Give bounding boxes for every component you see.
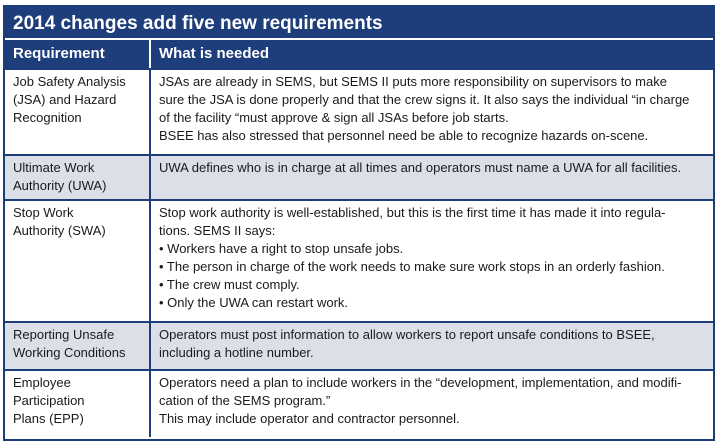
needed-line: UWA defines who is in charge at all times and operators must name a UWA for all facilities. (159, 160, 682, 175)
requirement-cell (5, 156, 151, 199)
needed-line: sure the JSA is done properly and that the crew signs it. It also says the individual “in charge (159, 92, 690, 107)
table-row (5, 369, 713, 437)
requirement-line: Stop Work (13, 205, 74, 220)
requirement-cell (5, 201, 151, 321)
table-row (5, 199, 713, 321)
table-row (5, 321, 713, 369)
needed-line: • The crew must comply. (159, 277, 300, 292)
requirement-line: Ultimate Work (13, 160, 95, 175)
column-header-what-is-needed: What is needed (159, 45, 270, 62)
needed-line: cation of the SEMS program.” (159, 393, 331, 408)
needed-line: This may include operator and contractor personnel. (159, 411, 460, 426)
requirement-line: Recognition (13, 110, 82, 125)
needed-cell (151, 156, 713, 199)
needed-line: including a hotline number. (159, 345, 314, 360)
needed-line: JSAs are already in SEMS, but SEMS II puts more responsibility on supervisors to make (159, 74, 667, 89)
needed-line: • The person in charge of the work needs to make sure work stops in an orderly fashion. (159, 259, 665, 274)
requirement-line: Participation (13, 393, 85, 408)
table-header (5, 40, 713, 68)
needed-cell (151, 201, 713, 321)
requirements-table (3, 5, 715, 441)
requirement-line: Working Conditions (13, 345, 126, 360)
needed-line: • Only the UWA can restart work. (159, 295, 349, 310)
requirement-cell (5, 323, 151, 369)
needed-line: • Workers have a right to stop unsafe jobs. (159, 241, 404, 256)
needed-line: BSEE has also stressed that personnel need be able to recognize hazards on-scene. (159, 128, 649, 143)
column-header-requirement: Requirement (5, 40, 151, 68)
table-title: 2014 changes add five new requirements (5, 7, 713, 40)
needed-line: Operators need a plan to include workers in the “development, implementation, and modifi- (159, 375, 682, 390)
requirement-line: Reporting Unsafe (13, 327, 115, 342)
requirement-line: Authority (UWA) (13, 178, 107, 193)
requirement-line: Job Safety Analysis (13, 74, 126, 89)
needed-line: Stop work authority is well-established, but this is the first time it has made it into regula- (159, 205, 666, 220)
requirement-line: Employee (13, 375, 71, 390)
requirement-line: Plans (EPP) (13, 411, 84, 426)
needed-cell (151, 70, 713, 154)
requirement-line: Authority (SWA) (13, 223, 106, 238)
needed-cell (151, 371, 713, 437)
needed-line: tions. SEMS II says: (159, 223, 276, 238)
needed-line: of the facility “must approve & sign all JSAs before job starts. (159, 110, 509, 125)
needed-cell (151, 323, 713, 369)
table-row (5, 68, 713, 154)
requirement-cell (5, 371, 151, 437)
requirement-cell (5, 70, 151, 154)
needed-line: Operators must post information to allow workers to report unsafe conditions to BSEE, (159, 327, 655, 342)
table-row (5, 154, 713, 199)
requirement-line: (JSA) and Hazard (13, 92, 117, 107)
